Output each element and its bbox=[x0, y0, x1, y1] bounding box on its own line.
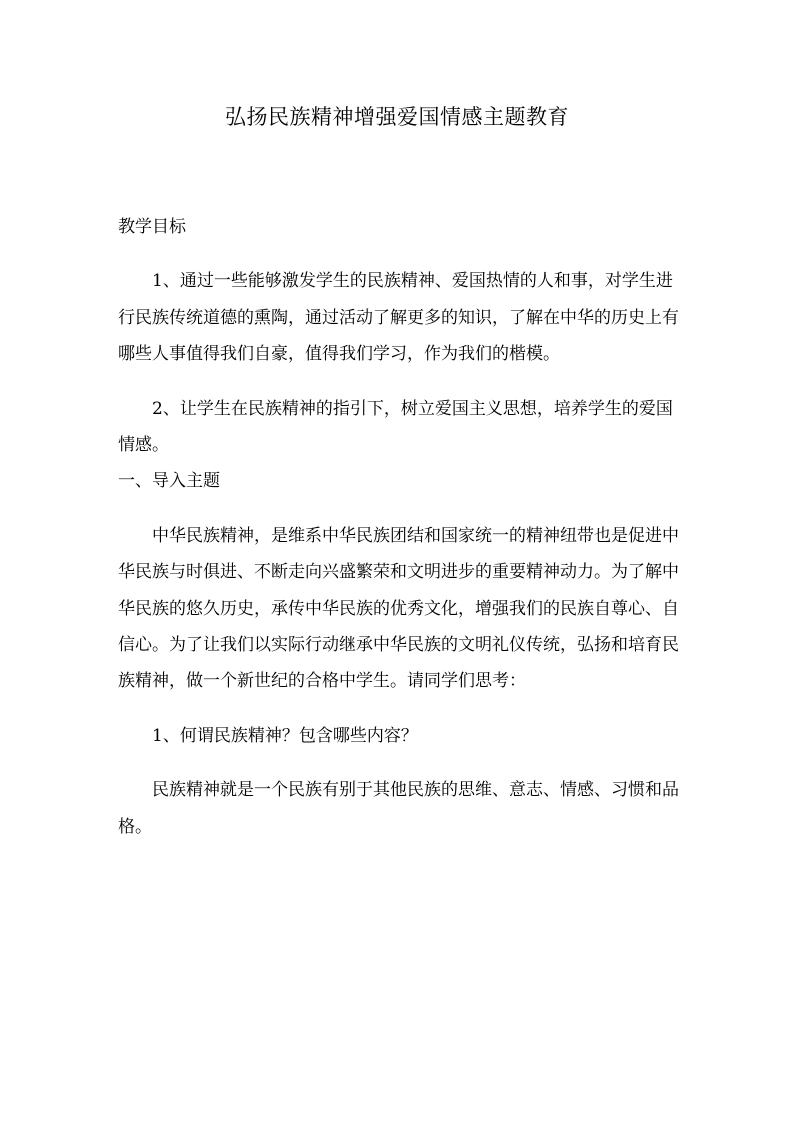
document-title: 弘扬民族精神增强爱国情感主题教育 bbox=[225, 105, 569, 129]
answer-1-paragraph: 民族精神就是一个民族有别于其他民族的思维、意志、情感、习惯和品格。 bbox=[118, 780, 679, 837]
intro-heading: 一、导入主题 bbox=[118, 471, 220, 492]
document-body bbox=[118, 209, 686, 845]
objective-1-paragraph: 1、通过一些能够激发学生的民族精神、爱国热情的人和事，对学生进行民族传统道德的熏陶，通过活动了解更多的知识，了解在中华的历史上有哪些人事值得我们自豪，值得我们学习，作为我们的楷模。 bbox=[118, 271, 679, 365]
objectives-heading: 教学目标 bbox=[118, 217, 186, 237]
objective-2-paragraph: 2、让学生在民族精神的指引下，树立爱国主义思想，培养学生的爱国情感。 bbox=[118, 398, 673, 456]
intro-paragraph: 中华民族精神，是维系中华民族团结和国家统一的精神纽带也是促进中华民族与时俱进、不断走向兴盛繁荣和文明进步的重要精神动力。为了解中华民族的悠久历史，承传中华民族的优秀文化，增强我们的民族自尊心、自信心。为了让我们以实际行动继承中华民族的文明礼仪传统，弘扬和培育民族精神，做一个新世纪的合格中学生。请同学们思考： bbox=[118, 525, 679, 692]
question-1-paragraph: 1、何谓民族精神？包含哪些内容？ bbox=[152, 725, 418, 746]
